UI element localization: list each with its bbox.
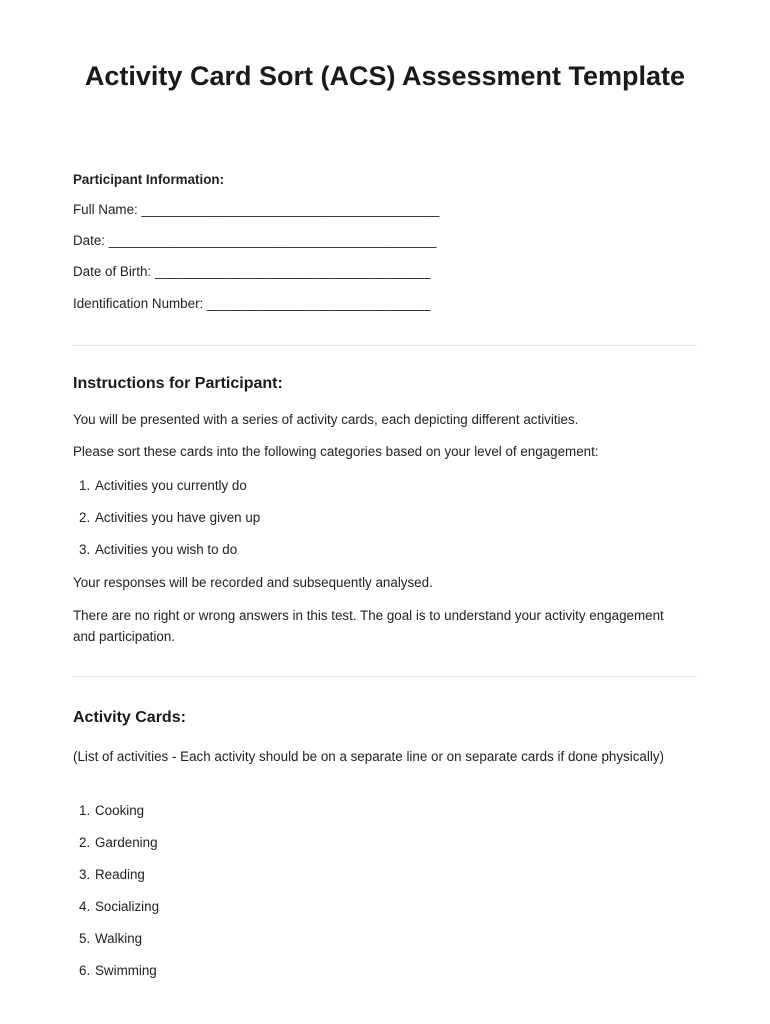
activity-number: 2. xyxy=(79,835,91,850)
section-divider xyxy=(73,676,697,677)
category-text: Activities you have given up xyxy=(95,510,261,525)
category-number: 1. xyxy=(79,478,91,493)
document-title: Activity Card Sort (ACS) Assessment Template xyxy=(84,61,686,91)
category-number: 3. xyxy=(79,542,91,557)
date-label: Date: xyxy=(73,233,109,248)
activity-text: Gardening xyxy=(95,835,158,850)
activity-text: Swimming xyxy=(95,963,157,978)
category-text: Activities you currently do xyxy=(95,478,247,493)
section-divider xyxy=(73,345,697,346)
activity-number: 6. xyxy=(79,963,91,978)
activity-text: Walking xyxy=(95,931,143,946)
instructions-heading: Instructions for Participant: xyxy=(73,375,283,392)
activity-item xyxy=(79,865,145,885)
date-blank: ____________________________________________ xyxy=(108,233,437,248)
participant-info-heading: Participant Information: xyxy=(73,172,225,187)
date-field xyxy=(73,231,436,251)
full-name-label: Full Name: xyxy=(73,202,142,217)
identification-number-label: Identification Number: xyxy=(73,296,207,311)
activity-text: Reading xyxy=(95,867,145,882)
full-name-blank: ________________________________________ xyxy=(141,202,440,217)
activity-number: 3. xyxy=(79,867,91,882)
date-of-birth-blank: _____________________________________ xyxy=(154,264,431,279)
category-text: Activities you wish to do xyxy=(95,542,238,557)
activity-item xyxy=(79,833,158,853)
activity-number: 4. xyxy=(79,899,91,914)
instructions-sort-prompt: Please sort these cards into the following categories based on your level of engagement: xyxy=(73,444,599,459)
activity-number: 1. xyxy=(79,803,91,818)
activity-cards-heading: Activity Cards: xyxy=(73,709,186,726)
activity-item xyxy=(79,801,144,821)
activity-item xyxy=(79,961,157,981)
date-of-birth-field xyxy=(73,262,430,282)
activity-text: Cooking xyxy=(95,803,145,818)
activity-text: Socializing xyxy=(95,899,160,914)
category-item xyxy=(79,476,247,496)
identification-number-field xyxy=(73,294,430,314)
category-item xyxy=(79,540,237,560)
activity-cards-note: (List of activities - Each activity should be on a separate line or on separate cards if done physically) xyxy=(73,749,664,764)
goal-note: There are no right or wrong answers in this test. The goal is to understand your activity engagement and participation. xyxy=(73,608,664,644)
full-name-field xyxy=(73,200,439,220)
activity-number: 5. xyxy=(79,931,91,946)
instructions-intro: You will be presented with a series of activity cards, each depicting different activities. xyxy=(73,412,579,427)
activity-item xyxy=(79,897,159,917)
date-of-birth-label: Date of Birth: xyxy=(73,264,155,279)
category-number: 2. xyxy=(79,510,91,525)
recorded-note: Your responses will be recorded and subsequently analysed. xyxy=(73,575,433,590)
category-item xyxy=(79,508,260,528)
activity-item xyxy=(79,929,142,949)
identification-number-blank: ______________________________ xyxy=(206,296,431,311)
